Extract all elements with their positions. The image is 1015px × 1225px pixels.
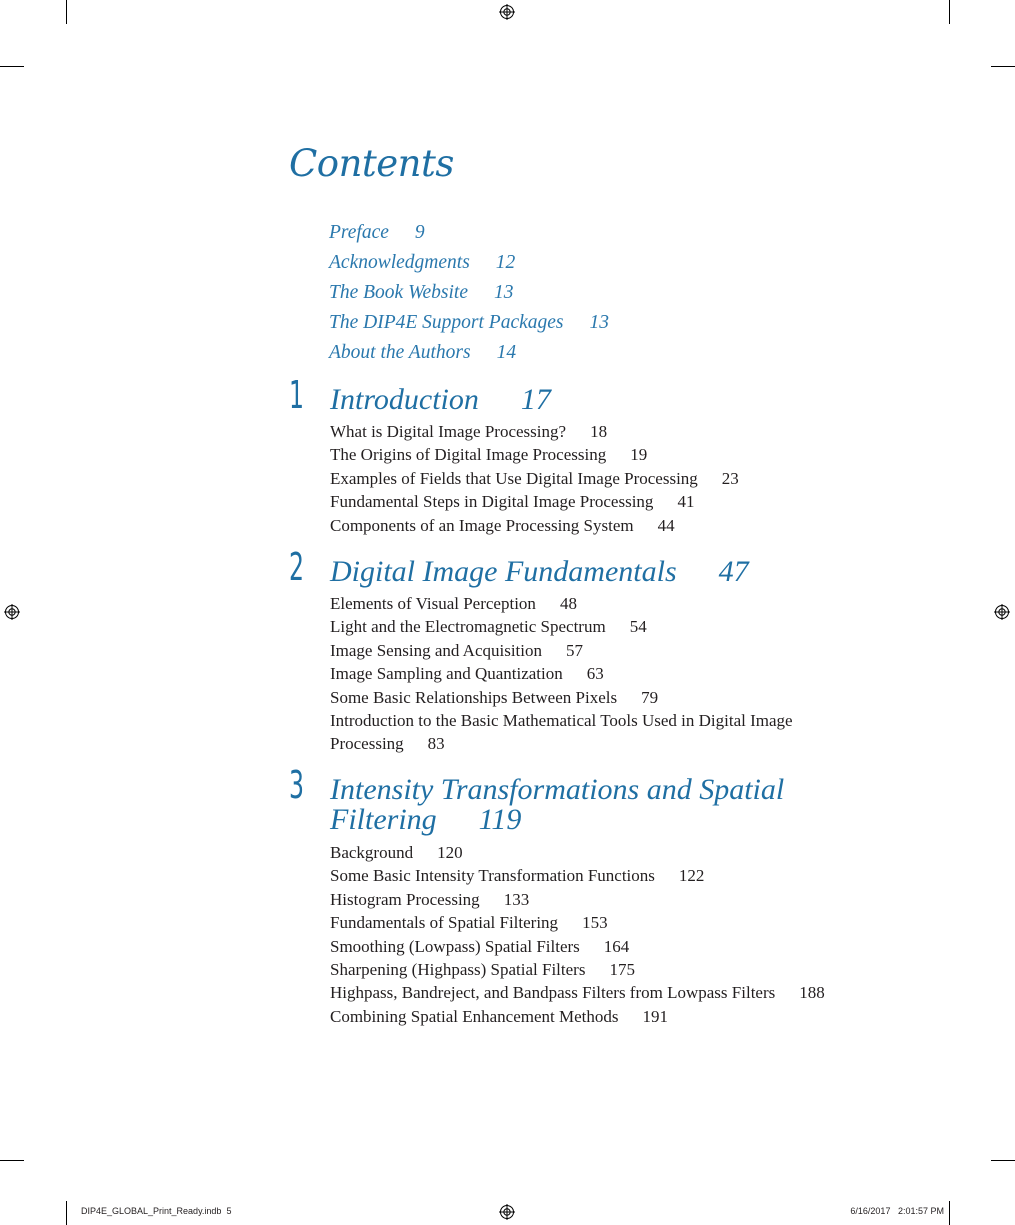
section-item[interactable] [330, 686, 793, 709]
front-matter-page: 13 [589, 312, 609, 333]
registration-mark-icon [994, 604, 1010, 620]
section-page: 63 [586, 664, 604, 684]
section-title: Examples of Fields that Use Digital Image Processing [330, 468, 698, 488]
section-page: 57 [566, 640, 584, 660]
section-page: 83 [427, 734, 445, 754]
front-matter-title: Acknowledgments [329, 252, 470, 273]
section-title: Image Sensing and Acquisition [330, 640, 543, 660]
registration-mark-icon [499, 1204, 515, 1220]
section-title: Processing [330, 734, 404, 754]
section-page: 120 [437, 843, 463, 862]
section-item[interactable] [330, 443, 739, 466]
section-page: 133 [503, 889, 530, 909]
front-matter-title: The Book Website [329, 282, 469, 303]
chapter-number: 3 [289, 763, 304, 807]
front-matter-item[interactable] [329, 251, 609, 281]
section-title: Smoothing (Lowpass) Spatial Filters [330, 936, 580, 956]
section-page: 188 [799, 983, 825, 1003]
crop-mark [991, 66, 1015, 67]
section-title: Highpass, Bandreject, and Bandpass Filters from Lowpass Filters [330, 983, 776, 1003]
section-item[interactable] [330, 490, 739, 513]
crop-mark [991, 1160, 1015, 1161]
section-item[interactable] [330, 615, 793, 638]
chapter-number: 1 [289, 373, 304, 417]
section-page: 153 [582, 913, 608, 933]
front-matter-title: About the Authors [329, 342, 471, 363]
section-page: 23 [721, 468, 739, 488]
section-page: 18 [590, 422, 608, 441]
section-page: 44 [657, 515, 675, 535]
section-title: The Origins of Digital Image Processing [330, 445, 607, 465]
section-item[interactable] [330, 514, 739, 537]
front-matter-item[interactable] [329, 281, 609, 311]
slug-date: 6/16/2017 [850, 1206, 891, 1216]
section-item[interactable] [330, 467, 739, 490]
section-list [330, 841, 825, 1028]
chapter-title-text: Digital Image Fundamentals [330, 555, 677, 588]
section-title: Background [330, 843, 414, 862]
section-page: 164 [603, 936, 630, 956]
section-item[interactable] [330, 911, 825, 934]
section-item[interactable] [330, 958, 825, 981]
front-matter-page: 9 [414, 222, 425, 243]
crop-mark [0, 66, 24, 67]
section-item[interactable] [330, 639, 793, 662]
front-matter-title: Preface [329, 222, 389, 243]
chapter-title-text: Filtering [330, 803, 437, 836]
front-matter-item[interactable] [329, 341, 609, 371]
section-title: Image Sampling and Quantization [330, 664, 563, 684]
crop-mark [0, 1160, 24, 1161]
section-page: 54 [629, 617, 647, 637]
section-title: Histogram Processing [330, 889, 480, 909]
section-title: Elements of Visual Perception [330, 594, 536, 613]
section-list [330, 420, 739, 537]
section-title: Fundamental Steps in Digital Image Processing [330, 492, 654, 512]
section-page: 79 [641, 687, 659, 707]
section-item[interactable] [330, 420, 739, 443]
crop-mark [66, 0, 67, 24]
crop-mark [949, 0, 950, 24]
section-item-continued[interactable] [330, 732, 793, 755]
section-title: Introduction to the Basic Mathematical Tools Used in Digital Image [330, 710, 793, 730]
section-title: Components of an Image Processing System [330, 515, 634, 535]
front-matter-page: 12 [495, 252, 516, 273]
registration-mark-icon [4, 604, 20, 620]
chapter-page: 119 [478, 803, 522, 836]
section-page: 122 [678, 866, 705, 886]
section-page: 175 [609, 959, 635, 979]
chapter-title[interactable] [330, 557, 749, 587]
slug-time: 2:01:57 PM [897, 1206, 944, 1216]
section-item[interactable] [330, 864, 825, 887]
chapter-title-text: Intensity Transformations and Spatial [330, 773, 785, 806]
section-item[interactable] [330, 1005, 825, 1028]
section-item[interactable] [330, 592, 793, 615]
section-title: Some Basic Relationships Between Pixels [330, 687, 618, 707]
section-title: Fundamentals of Spatial Filtering [330, 913, 559, 933]
front-matter-title: The DIP4E Support Packages [329, 312, 564, 333]
front-matter-list [329, 221, 609, 371]
crop-mark [66, 1201, 67, 1225]
slug-file [81, 1206, 231, 1216]
section-item[interactable] [330, 662, 793, 685]
crop-mark [949, 1201, 950, 1225]
front-matter-item[interactable] [329, 221, 609, 251]
chapter-title-text: Introduction [330, 383, 479, 416]
section-item[interactable] [330, 709, 793, 732]
section-item[interactable] [330, 935, 825, 958]
front-matter-item[interactable] [329, 311, 609, 341]
chapter-title[interactable] [330, 385, 551, 415]
section-item[interactable] [330, 841, 825, 864]
section-item[interactable] [330, 981, 825, 1004]
registration-mark-icon [499, 4, 515, 20]
chapter-page: 17 [520, 383, 551, 416]
slug-page: 5 [226, 1206, 232, 1216]
section-list [330, 592, 793, 756]
section-title: Light and the Electromagnetic Spectrum [330, 617, 606, 637]
section-page: 19 [630, 445, 648, 465]
chapter-title[interactable] [330, 775, 784, 835]
section-title: Some Basic Intensity Transformation Functions [330, 866, 655, 886]
chapter-page: 47 [718, 555, 749, 588]
section-title: Sharpening (Highpass) Spatial Filters [330, 959, 586, 979]
front-matter-page: 14 [496, 342, 517, 363]
section-page: 191 [642, 1006, 668, 1026]
section-item[interactable] [330, 888, 825, 911]
chapter-number: 2 [289, 545, 304, 589]
section-page: 41 [677, 492, 695, 512]
page-title: Contents [289, 142, 454, 185]
section-title: What is Digital Image Processing? [330, 422, 567, 441]
front-matter-page: 13 [494, 282, 514, 303]
slug-timestamp [850, 1206, 944, 1216]
slug-filename: DIP4E_GLOBAL_Print_Ready.indb [81, 1206, 222, 1216]
section-page: 48 [559, 594, 577, 613]
section-title: Combining Spatial Enhancement Methods [330, 1006, 619, 1026]
